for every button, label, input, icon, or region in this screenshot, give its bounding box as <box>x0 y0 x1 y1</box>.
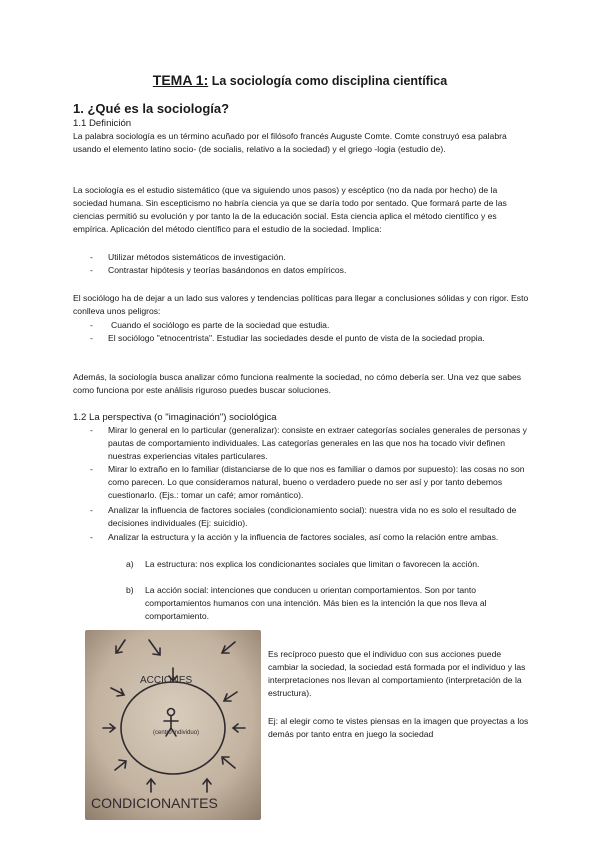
list-item: Mirar lo general en lo particular (generalizar): consiste en extraer categorías sociales generales de personas y pautas de comportamiento individuales. Las categorías generales en las que nos ha tocado vivir definen nuestras experiencias vitales particulares. <box>108 425 527 461</box>
list-dash: - <box>90 532 93 542</box>
diagram-label-bottom: CONDICIONANTES <box>91 795 218 811</box>
list-item: Analizar la influencia de factores sociales (condicionamiento social): nuestra vida no es solo el resultado de decisiones individuales (Ej: suicidio). <box>108 505 517 528</box>
title-text: La sociología como disciplina científica <box>211 74 448 88</box>
list-item: El sociólogo "etnocentrista". Estudiar las sociedades desde el punto de vista de la sociedad propia. <box>108 333 485 343</box>
list-dash: - <box>90 425 93 435</box>
subsection-label-perspective: 1.2 La perspectiva (o "imaginación") sociológica <box>73 412 277 423</box>
paragraph-example: Ej: al elegir como te vistes piensas en la imagen que proyectas a los demás por tanto entra en juego la sociedad <box>268 716 529 739</box>
list-dash: - <box>90 265 93 275</box>
title-tema: TEMA 1: <box>152 72 209 88</box>
list-dash: - <box>90 464 93 474</box>
list-item: La estructura: nos explica los condicionantes sociales que limitan o favorecen la acción. <box>145 559 480 569</box>
diagram-label-top: ACCIONES <box>140 675 193 686</box>
list-dash: - <box>90 333 93 343</box>
list-marker: b) <box>126 585 134 595</box>
list-dash: - <box>90 320 93 330</box>
diagram-label-center: (centro individuo) <box>153 730 200 736</box>
list-item: Analizar la estructura y la acción y la influencia de factores sociales, así como la relación entre ambas. <box>108 532 499 542</box>
handwritten-diagram <box>85 630 261 820</box>
list-dash: - <box>90 505 93 515</box>
handwritten-diagram-photo <box>85 630 261 820</box>
subsection-label-definition: 1.1 Definición <box>73 118 132 129</box>
paragraph-analysis: Además, la sociología busca analizar cómo funciona realmente la sociedad, no cómo debería ser. Una vez que sabes como funciona por este análisis riguroso puedes buscar soluciones. <box>73 372 522 395</box>
paragraph-sociology: La sociología es el estudio sistemático (que va siguiendo unos pasos) y escéptico (no da nada por hecho) de la sociedad humana. Sin escepticismo no habría ciencia ya que se daría todo por sentado. Que formará parte de las ciencias permitió su evolución y por tanto la de la educación social. Esta ciencia aplica el método científico y es empírica. Aplicación del método científico para el estudio de la sociedad. Implica: <box>73 185 507 234</box>
list-dash: - <box>90 252 93 262</box>
paragraph-definition: La palabra sociología es un término acuñado por el filósofo francés Auguste Comte. Comte construyó esa palabra usando el elemento latino socio- (de socialis, relativo a la sociedad) y el griego -logia (estudio de). <box>73 131 507 154</box>
page-title <box>0 72 600 88</box>
section-heading: 1. ¿Qué es la sociología? <box>73 101 230 116</box>
paragraph-reciprocal: Es recíproco puesto que el individuo con sus acciones puede cambiar la sociedad, la sociedad está formada por el individuo y las interpretaciones nos llevan al comportamiento (interpretación de la estructura). <box>268 649 526 698</box>
list-item: Mirar lo extraño en lo familiar (distanciarse de lo que nos es familiar o damos por supuesto): las cosas no son como parecen. Lo que consideramos natural, bueno o verdadero puede no ser así y por tanto debemos cuestionarlo. (Ejs.: tomar un café; amor romántico). <box>108 464 525 500</box>
list-item: Contrastar hipótesis y teorías basándonos en datos empíricos. <box>108 265 347 275</box>
list-item: Cuando el sociólogo es parte de la sociedad que estudia. <box>111 320 330 330</box>
paragraph-sociologist: El sociólogo ha de dejar a un lado sus valores y tendencias políticas para llegar a conclusiones sólidas y con rigor. Esto conlleva unos peligros: <box>73 293 529 316</box>
list-marker: a) <box>126 559 134 569</box>
list-item: Utilizar métodos sistemáticos de investigación. <box>108 252 286 262</box>
list-item: La acción social: intenciones que conducen u orientan comportamientos. Son por tanto comportamientos humanos con una intención. Más bien es la intención la que nos lleva al comportamiento. <box>145 585 487 621</box>
